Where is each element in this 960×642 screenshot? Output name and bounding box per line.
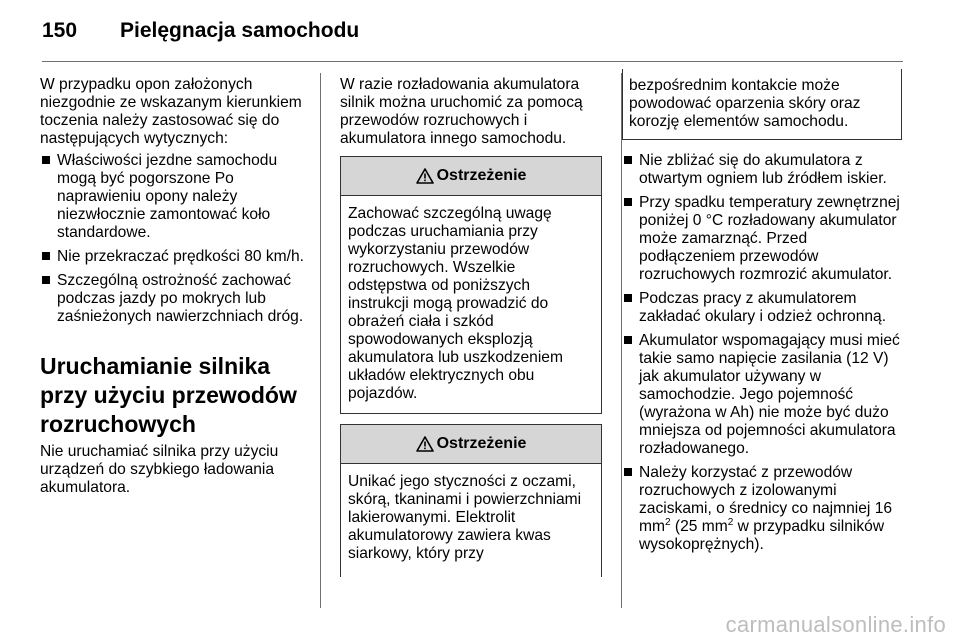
list-item — [40, 152, 312, 242]
list-item — [622, 464, 902, 554]
warning-triangle-icon — [416, 168, 434, 184]
warning-body: Unikać jego styczności z oczami, skórą, tkaninami i powierzchniami lakierowanymi. Elektrolit akumulatorowy zawiera kwas siarkowy, który przy — [348, 473, 582, 562]
page-title: Pielęgnacja samochodu — [120, 19, 360, 42]
list-item-text: Szczególną ostrożność zachować podczas jazdy po mokrych lub zaśnieżonych nawierzchniach dróg. — [57, 272, 304, 325]
square-bullet-icon — [624, 336, 632, 344]
page-header — [42, 16, 359, 46]
list-item-text: Przy spadku temperatury zewnętrznej poniżej 0 °C rozładowany akumulator może zamarznąć. Przed podłączeniem przewodów rozruchowych rozmrozić akumulator. — [639, 194, 900, 283]
list-item — [40, 248, 312, 266]
warning-triangle-icon — [416, 436, 434, 452]
warning-box-2 — [340, 424, 602, 577]
list-item-text: Akumulator wspomagający musi mieć takie samo napięcie zasilania (12 V) jak akumulator używany w samochodzie. Jego pojemność (wyrażona w Ah) nie może być dużo mniejsza od pojemności akumulatora rozładowanego. — [639, 332, 900, 457]
jump-start-intro: W razie rozładowania akumulatora silnik można uruchomić za pomocą przewodów rozruchowych i akumulatora innego samochodu. — [340, 76, 583, 147]
header-rule — [42, 61, 903, 62]
square-bullet-icon — [42, 252, 50, 260]
square-bullet-icon — [624, 468, 632, 476]
list-item-text: Właściwości jezdne samochodu mogą być pogorszone Po naprawieniu opony należy niezwłocznie zamontować koło standardowe. — [57, 152, 278, 241]
list-item-text: Podczas pracy z akumulatorem zakładać okulary i odzież ochronną. — [639, 290, 887, 325]
list-item — [622, 290, 902, 326]
square-bullet-icon — [42, 276, 50, 284]
list-item — [622, 194, 902, 284]
warning-header — [341, 425, 601, 464]
warning-continuation-text: bezpośrednim kontakcie może powodować oparzenia skóry oraz korozję elementów samochodu. — [629, 77, 861, 130]
square-bullet-icon — [624, 198, 632, 206]
column-2 — [340, 76, 602, 577]
square-bullet-icon — [42, 156, 50, 164]
list-item-text: Należy korzystać z przewodów rozruchowych z izolowanymi zaciskami, o średnicy co najmniej 16 $mm^2$ (25 $mm^2$ w przypadku silników wysokoprężnych). — [639, 464, 893, 553]
list-item-text: Nie zbliżać się do akumulatora z otwartym ogniem lub źródłem iskier. — [639, 152, 887, 187]
tire-direction-intro: W przypadku opon założonych niezgodnie ze wskazanym kierunkiem toczenia należy zastosować się do następujących wytycznych: — [40, 76, 302, 147]
battery-safety-list — [622, 152, 902, 554]
square-bullet-icon — [624, 294, 632, 302]
square-bullet-icon — [624, 156, 632, 164]
column-1 — [40, 76, 312, 501]
warning-continuation-box — [622, 69, 902, 140]
list-item — [40, 272, 312, 326]
column-3 — [622, 73, 902, 560]
list-item-text: Nie przekraczać prędkości 80 km/h. — [57, 248, 304, 265]
warning-box-1 — [340, 156, 602, 414]
warning-label: Ostrzeżenie — [436, 167, 527, 184]
site-watermark: carmanualsonline.info — [725, 612, 946, 637]
column-divider-1 — [320, 73, 321, 608]
warning-header — [341, 157, 601, 196]
list-item — [622, 152, 902, 188]
list-item — [622, 332, 902, 458]
section-heading: Uruchamianie silnika przy użyciu przewodów rozruchowych — [40, 353, 297, 437]
warning-label: Ostrzeżenie — [436, 435, 527, 452]
warning-body: Zachować szczególną uwagę podczas uruchamiania przy wykorzystaniu przewodów rozruchowych. Wszelkie odstępstwa od poniższych instrukcji mogą prowadzić do obrażeń ciała i szkód spowodowanych eksplozją akumulatora lub uszkodzeniem układów elektrycznych obu pojazdów. — [348, 205, 563, 402]
tire-guidelines-list — [40, 152, 312, 326]
page-number: 150 — [42, 19, 78, 42]
section-text: Nie uruchamiać silnika przy użyciu urządzeń do szybkiego ładowania akumulatora. — [40, 443, 279, 496]
